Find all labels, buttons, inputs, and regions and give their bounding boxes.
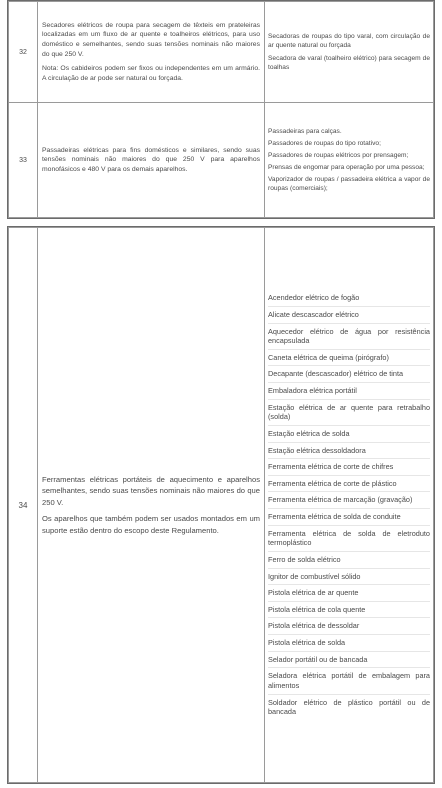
row-examples <box>265 103 434 218</box>
table-row <box>9 2 434 103</box>
example-item: Pistola elétrica de dessoldar <box>268 618 430 635</box>
row-examples <box>265 228 434 783</box>
example-item: Caneta elétrica de queima (pirógrafo) <box>268 350 430 367</box>
example-item: Estação elétrica de solda <box>268 426 430 443</box>
example-item: Secadoras de roupas do tipo varal, com circulação de ar quente natural ou forçada <box>268 33 430 50</box>
table-row <box>9 103 434 218</box>
example-item: Pistola elétrica de ar quente <box>268 585 430 602</box>
example-item: Ferramenta elétrica de corte de plástico <box>268 476 430 493</box>
description-paragraph: Ferramentas elétricas portáteis de aquecimento e aparelhos semelhantes, sendo suas tensões nominais não maiores do que 250 V. <box>42 475 260 507</box>
example-item: Ferramenta elétrica de solda de eletroduto termoplástico <box>268 526 430 552</box>
example-item: Decapante (descascador) elétrico de tinta <box>268 366 430 383</box>
example-item: Ferramenta elétrica de marcação (gravação) <box>268 492 430 509</box>
table-block-34 <box>7 226 435 784</box>
example-item: Estação elétrica dessoldadora <box>268 443 430 460</box>
example-item: Ferramenta elétrica de corte de chifres <box>268 459 430 476</box>
table-row <box>9 228 434 783</box>
description-paragraph: Secadores elétricos de roupa para secagem de têxteis em prateleiras localizadas em um fluxo de ar quente e toalheiros elétricos, para uso doméstico e semelhantes, sendo suas tensões nominais não maiores do que 250 V. <box>42 21 260 58</box>
row-number: 34 <box>9 228 38 783</box>
example-item: Ignitor de combustível sólido <box>268 569 430 586</box>
example-item: Seladora elétrica portátil de embalagem para alimentos <box>268 668 430 694</box>
example-item: Embaladora elétrica portátil <box>268 383 430 400</box>
example-item: Passadeiras para calças. <box>268 127 342 135</box>
example-item: Pistola elétrica de cola quente <box>268 602 430 619</box>
example-item: Soldador elétrico de plástico portátil ou de bancada <box>268 697 430 717</box>
row-description <box>38 228 265 783</box>
example-item: Estação elétrica de ar quente para retrabalho (solda) <box>268 400 430 426</box>
regulation-table <box>8 1 434 218</box>
row-examples <box>265 2 434 103</box>
example-item: Prensas de engomar para operação por uma pessoa; <box>268 164 425 171</box>
description-paragraph: Passadeiras elétricas para fins domésticos e similares, sendo suas tensões nominais não maiores do que 250 V para aparelhos monofásicos e 480 V para os demais aparelhos. <box>42 146 260 173</box>
example-item: Secadora de varal (toalheiro elétrico) para secagem de toalhas <box>268 54 430 71</box>
regulation-table <box>8 227 434 783</box>
example-item: Pistola elétrica de solda <box>268 635 430 652</box>
row-description <box>38 2 265 103</box>
example-item: Acendedor elétrico de fogão <box>268 290 430 307</box>
example-item: Vaporizador de roupas / passadeira elétrica a vapor de roupas (comerciais); <box>268 176 430 193</box>
description-paragraph: Os aparelhos que também podem ser usados montados em um suporte estão dentro do escopo deste Regulamento. <box>42 514 260 535</box>
example-item: Passadores de roupas do tipo rotativo; <box>268 139 381 147</box>
example-item: Ferro de solda elétrico <box>268 552 430 569</box>
row-number: 32 <box>9 2 38 103</box>
table-block-32-33 <box>7 0 435 219</box>
row-description <box>38 103 265 218</box>
example-item: Ferramenta elétrica de solda de conduite <box>268 509 430 526</box>
example-item: Selador portátil ou de bancada <box>268 652 430 669</box>
row-number: 33 <box>9 103 38 218</box>
example-item: Aquecedor elétrico de água por resistência encapsulada <box>268 324 430 350</box>
example-item: Alicate descascador elétrico <box>268 307 430 324</box>
example-item: Passadores de roupas elétricos por prensagem; <box>268 151 409 159</box>
description-note: Nota: Os cabideiros podem ser fixos ou independentes em um armário. A circulação de ar pode ser natural ou forçada. <box>42 65 260 82</box>
